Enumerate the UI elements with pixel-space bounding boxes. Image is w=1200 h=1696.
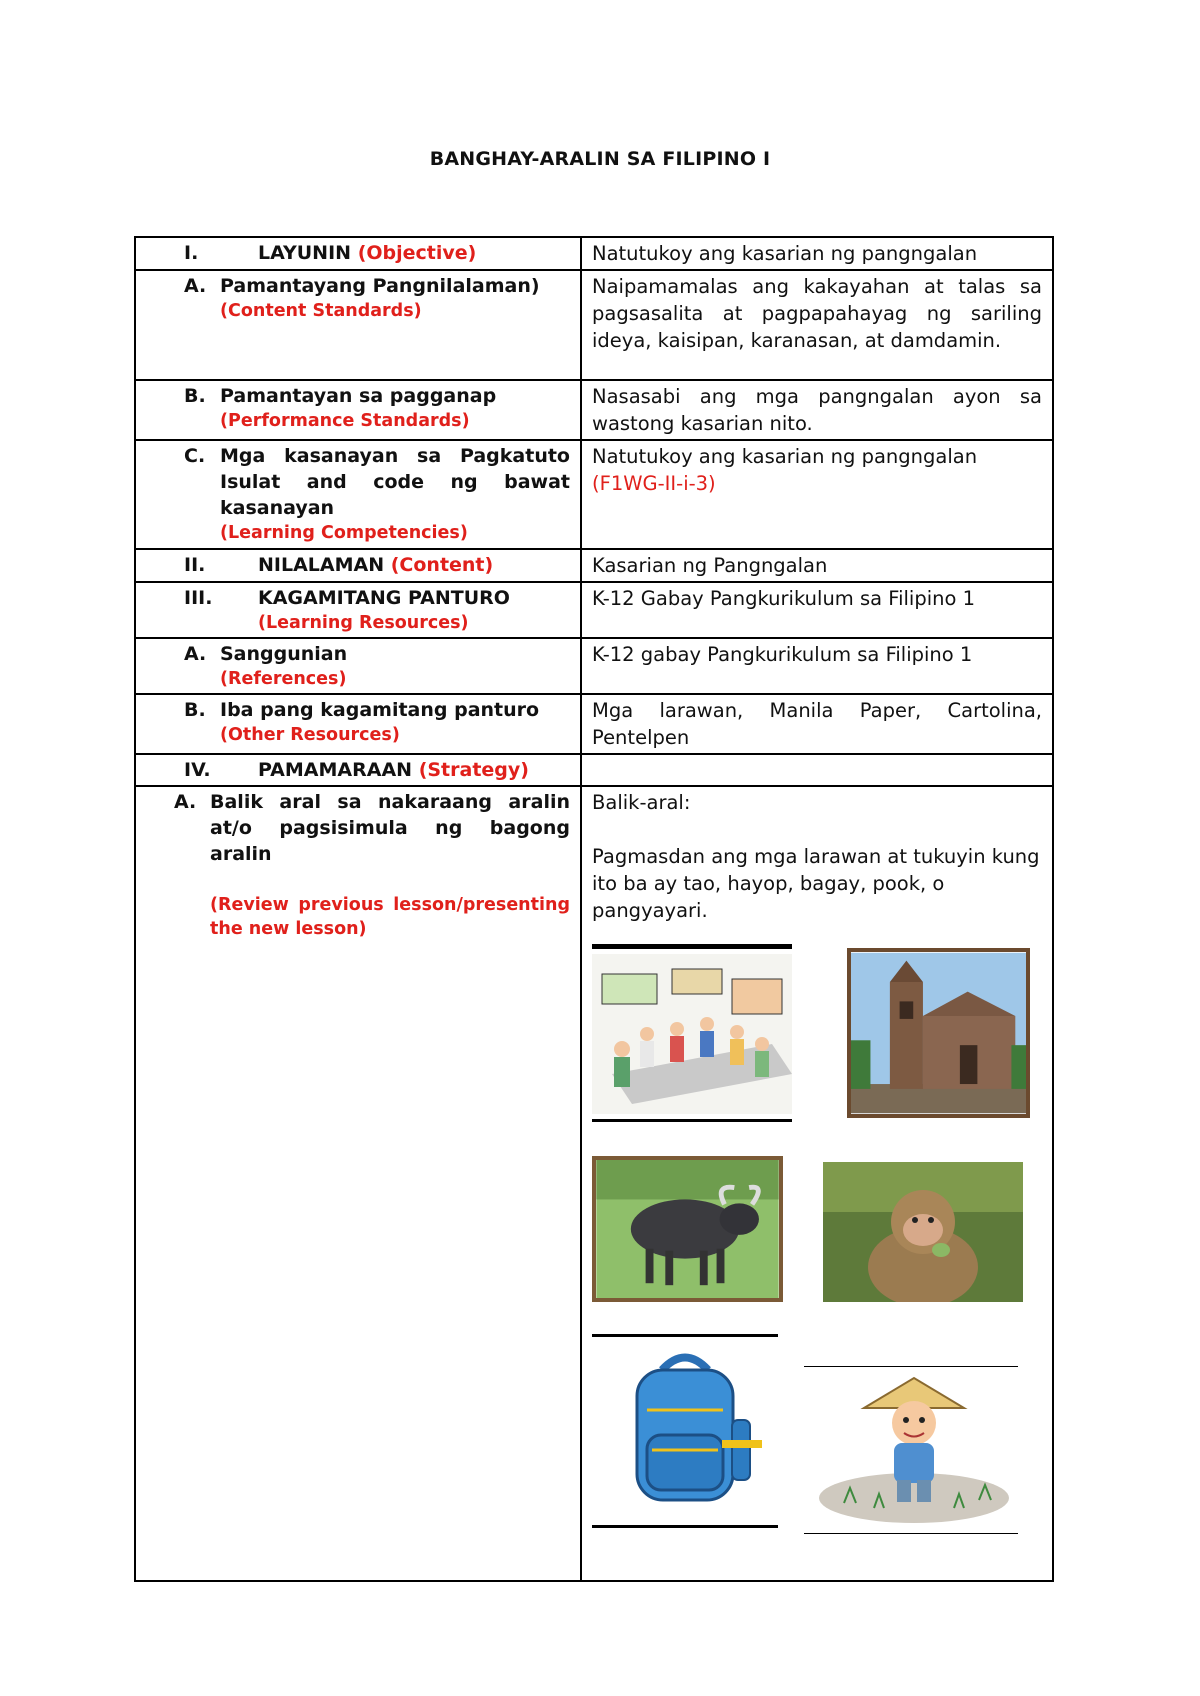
row-english-label: (Review previous lesson/presenting the new lesson): [210, 895, 570, 939]
row-value-cell: [581, 380, 1053, 440]
table-row: [135, 549, 1053, 582]
row-label: Pamantayang Pangnilalaman): [220, 275, 540, 297]
row-label-cell: [135, 270, 581, 380]
row-label-cell: [135, 754, 581, 786]
row-english-label: (Learning Competencies): [220, 523, 468, 543]
table-row: [135, 754, 1053, 786]
row-value: Mga larawan, Manila Paper, Cartolina, Pentelpen: [592, 699, 1042, 749]
row-label: LAYUNIN: [258, 242, 352, 264]
monkey-photo-icon: [822, 1162, 1024, 1302]
row-label: PAMAMARAAN: [258, 759, 413, 781]
review-title: Balik-aral:: [592, 791, 691, 814]
row-value: Nasasabi ang mga pangngalan ayon sa wastong kasarian nito.: [592, 385, 1042, 435]
row-value-cell: [581, 638, 1053, 694]
row-label: NILALAMAN: [258, 554, 385, 576]
row-value-cell: [581, 694, 1053, 754]
table-row: [135, 694, 1053, 754]
row-value-cell: [581, 582, 1053, 638]
row-value: K-12 Gabay Pangkurikulum sa Filipino 1: [592, 587, 976, 610]
row-value-cell: [581, 440, 1053, 549]
row-label-cell: [135, 582, 581, 638]
row-number: C.: [184, 445, 206, 467]
row-number: B.: [184, 385, 206, 407]
row-value: Natutukoy ang kasarian ng pangngalan: [592, 445, 978, 468]
row-value: Naipamamalas ang kakayahan at talas sa pagsasalita at pagpapahayag ng sariling ideya, kaisipan, karanasan, at damdamin.: [592, 275, 1042, 352]
competency-code: (F1WG-II-i-3): [592, 472, 716, 495]
row-label: Iba pang kagamitang panturo: [220, 699, 540, 721]
row-english-label: (Content Standards): [220, 301, 422, 321]
table-row: [135, 638, 1053, 694]
row-english-label: (Strategy): [418, 759, 529, 781]
table-row: [135, 582, 1053, 638]
row-english-label: (Objective): [357, 242, 477, 264]
picture-grid: [592, 924, 1042, 1564]
row-number: II.: [184, 554, 206, 576]
row-number: I.: [184, 242, 199, 264]
backpack-illustration-icon: [592, 1334, 778, 1528]
row-label: Mga kasanayan sa Pagkatuto Isulat and code ng bawat kasanayan: [220, 445, 570, 519]
row-value: Kasarian ng Pangngalan: [592, 554, 828, 577]
table-row: [135, 270, 1053, 380]
row-number: IV.: [184, 759, 211, 781]
row-value-cell: [581, 549, 1053, 582]
row-label: KAGAMITANG PANTURO: [258, 587, 510, 609]
row-english-label: (Other Resources): [220, 725, 400, 745]
row-english-label: (Learning Resources): [258, 613, 469, 633]
row-label-cell: [135, 237, 581, 270]
row-label-cell: [135, 440, 581, 549]
table-row: [135, 786, 1053, 1581]
row-label: Sanggunian: [220, 643, 348, 665]
row-value: K-12 gabay Pangkurikulum sa Filipino 1: [592, 643, 973, 666]
row-label: Pamantayan sa pagganap: [220, 385, 497, 407]
farmer-planting-illustration-icon: [804, 1366, 1018, 1534]
review-instructions: Pagmasdan ang mga larawan at tukuyin kung ito ba ay tao, hayop, bagay, pook, o pangyayari.: [592, 845, 1040, 922]
row-number: A.: [184, 643, 207, 665]
row-label-cell: [135, 786, 581, 1581]
row-number: III.: [184, 587, 213, 609]
crowd-cleanup-illustration-icon: [592, 944, 792, 1122]
table-row: [135, 237, 1053, 270]
row-english-label: (References): [220, 669, 347, 689]
row-label-cell: [135, 380, 581, 440]
church-photo-icon: [847, 948, 1030, 1118]
row-value-cell: [581, 237, 1053, 270]
row-number: B.: [184, 699, 206, 721]
lesson-plan-table: [134, 236, 1054, 1582]
row-label-cell: [135, 638, 581, 694]
row-english-label: (Content): [390, 554, 494, 576]
row-number: A.: [174, 791, 197, 813]
row-label-cell: [135, 694, 581, 754]
row-label: Balik aral sa nakaraang aralin at/o pagsisimula ng bagong aralin: [210, 791, 570, 865]
row-label-cell: [135, 549, 581, 582]
row-number: A.: [184, 275, 207, 297]
table-row: [135, 380, 1053, 440]
document-title: BANGHAY-ARALIN SA FILIPINO I: [429, 148, 771, 170]
carabao-photo-icon: [592, 1156, 783, 1302]
row-value-cell: [581, 270, 1053, 380]
row-english-label: (Performance Standards): [220, 411, 470, 431]
row-value: Natutukoy ang kasarian ng pangngalan: [592, 242, 978, 265]
table-row: [135, 440, 1053, 549]
row-value-cell: [581, 754, 1053, 786]
row-value-cell: [581, 786, 1053, 1581]
